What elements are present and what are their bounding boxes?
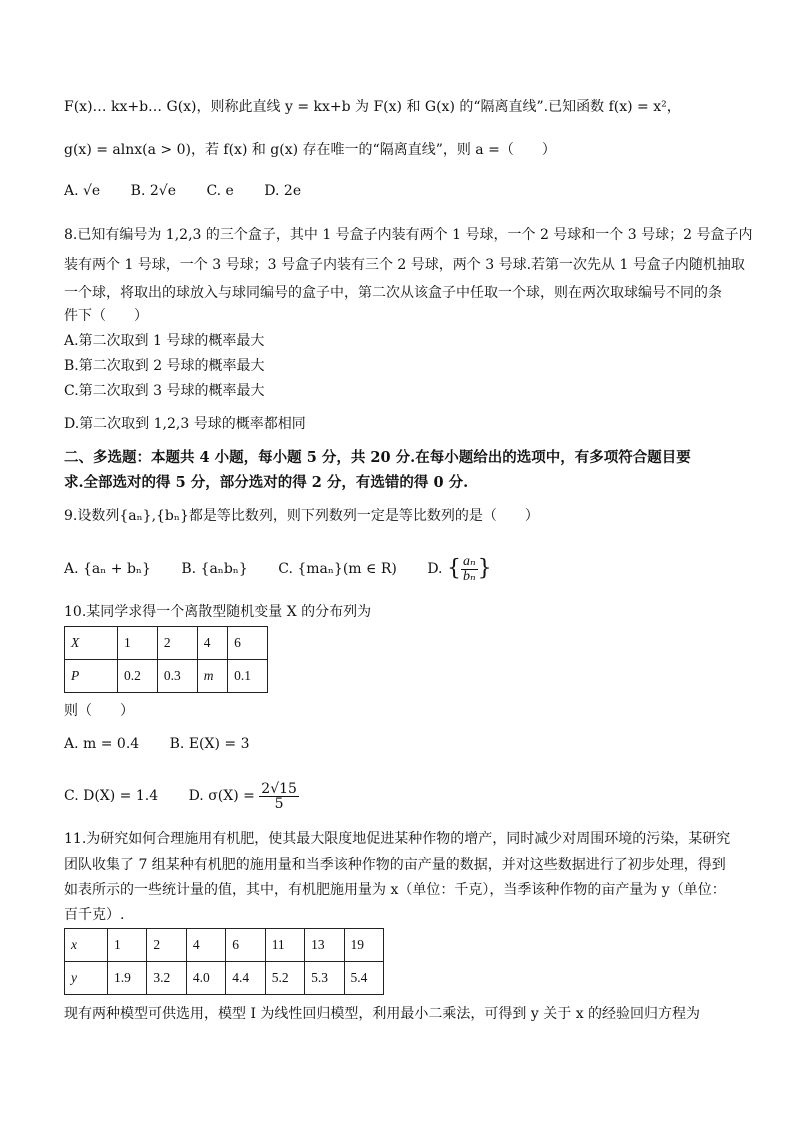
q9-option-d-label: D. [427, 561, 443, 577]
question9-stem: 9.设数列{aₙ},{bₙ}都是等比数列，则下列数列一定是等比数列的是（ ） [64, 508, 539, 524]
distribution-table [64, 626, 268, 693]
question7-continued-line1: F(x)… kx+b… G(x)，则称此直线 y = kx+b 为 F(x) 和 G(x) 的“隔离直线”.已知函数 f(x) = x²， [64, 99, 681, 115]
table-cell: 4.4 [226, 962, 265, 995]
table-cell: 3.2 [147, 962, 186, 995]
table-cell: 19 [344, 929, 383, 962]
table-cell: m [197, 660, 227, 693]
q9-option-a[interactable]: A. {aₙ + bₙ} [64, 561, 151, 577]
table-cell: P [65, 660, 118, 693]
table-cell: x [65, 929, 108, 962]
q9-option-c[interactable]: C. {maₙ}(m ∈ R) [278, 561, 397, 577]
table-cell: 6 [226, 929, 265, 962]
question8-line2: 装有两个 1 号球，一个 3 号球；3 号盒子内装有三个 2 号球，两个 3 号球.若第一次先从 1 号盒子内随机抽取 [64, 257, 745, 273]
table-cell: 5.2 [265, 962, 304, 995]
table-cell: 1 [118, 627, 158, 660]
table-cell: 5.4 [344, 962, 383, 995]
q7-option-d[interactable]: D. 2e [264, 183, 302, 199]
q8-option-d[interactable]: D.第二次取到 1,2,3 号球的概率都相同 [64, 416, 306, 432]
table-row [65, 929, 384, 962]
table-cell: 4.0 [186, 962, 225, 995]
q8-option-a[interactable]: A.第二次取到 1 号球的概率最大 [64, 333, 265, 349]
table-cell: 0.3 [157, 660, 197, 693]
table-row [65, 627, 268, 660]
q7-option-c[interactable]: C. e [206, 183, 234, 199]
table-cell: 0.1 [228, 660, 268, 693]
q10-option-d-fraction [259, 782, 299, 811]
q10-d-denominator: 5 [274, 795, 284, 812]
question7-continued-line2: g(x) = alnx(a > 0)，若 f(x) 和 g(x) 存在唯一的“隔离直线”，则 a =（ ） [64, 142, 556, 158]
table-cell: 13 [305, 929, 344, 962]
question11-line4: 百千克）. [64, 907, 125, 923]
question11-line2: 团队收集了 7 组某种有机肥的施用量和当季该种作物的亩产量的数据，并对这些数据进行了初步处理，得到 [64, 857, 726, 873]
q9-d-numerator: aₙ [462, 553, 476, 569]
question10-then: 则（ ） [64, 703, 134, 719]
question10-options-cd [64, 776, 764, 816]
q10-option-d-label: D. σ(X) = [188, 788, 255, 804]
section2-heading-line2: 求.全部选对的得 5 分，部分选对的得 2 分，有选错的得 0 分. [64, 474, 469, 491]
question10-stem: 10.某同学求得一个离散型随机变量 X 的分布列为 [64, 604, 372, 620]
question11-line1: 11.为研究如何合理施用有机肥，使其最大限度地促进某种作物的增产，同时减少对周围环境的污染，某研究 [64, 831, 731, 847]
table-row [65, 962, 384, 995]
question11-line3: 如表所示的一些统计量的值，其中，有机肥施用量为 x（单位：千克），当季该种作物的亩产量为 y（单位： [64, 882, 726, 898]
q7-option-a[interactable]: A. √e [64, 183, 101, 199]
section2-heading-line1: 二、多选题：本题共 4 小题，每小题 5 分，共 20 分.在每小题给出的选项中，有多项符合题目要 [64, 449, 691, 466]
statistics-table [64, 928, 384, 995]
question11-last-line: 现有两种模型可供选用，模型 I 为线性回归模型，利用最小二乘法，可得到 y 关于 x 的经验回归方程为 [64, 1006, 701, 1022]
q9-option-b[interactable]: B. {aₙbₙ} [181, 561, 248, 577]
question9-options [64, 549, 764, 589]
table-cell: 4 [197, 627, 227, 660]
table-cell: 0.2 [118, 660, 158, 693]
table-cell: 1 [108, 929, 147, 962]
q8-option-b[interactable]: B.第二次取到 2 号球的概率最大 [64, 358, 265, 374]
q10-option-d[interactable] [189, 776, 299, 816]
q10-option-a[interactable]: A. m = 0.4 [64, 736, 140, 752]
table-cell: 1.9 [108, 962, 147, 995]
table-cell: X [65, 627, 118, 660]
table-cell: y [65, 962, 108, 995]
question10-options-ab [64, 734, 764, 754]
q9-option-d-fraction [461, 555, 478, 584]
table-row [65, 660, 268, 693]
table-cell: 11 [265, 929, 304, 962]
question8-line3: 一个球，将取出的球放入与球同编号的盒子中，第二次从该盒子中任取一个球，则在两次取球编号不同的条 [64, 285, 722, 301]
q9-option-d[interactable]: D. { $\frac{\text{aₙ}}{\text{bₙ}}$ } [427, 553, 492, 584]
q9-d-denominator: bₙ [462, 568, 476, 584]
q10-option-c[interactable]: C. D(X) = 1.4 [64, 788, 159, 804]
question7-options [64, 181, 764, 201]
question8-line1: 8.已知有编号为 1,2,3 的三个盒子，其中 1 号盒子内装有两个 1 号球，一个 2 号球和一个 3 号球；2 号盒子内 [64, 227, 753, 243]
q8-option-c[interactable]: C.第二次取到 3 号球的概率最大 [64, 383, 265, 399]
table-cell: 6 [228, 627, 268, 660]
q10-d-numerator: 2√15 [261, 780, 297, 797]
table-cell: 5.3 [305, 962, 344, 995]
q10-option-b[interactable]: B. E(X) = 3 [169, 736, 250, 752]
q7-option-b[interactable]: B. 2√e [130, 183, 176, 199]
table-cell: 2 [157, 627, 197, 660]
table-cell: 2 [147, 929, 186, 962]
table-cell: 4 [186, 929, 225, 962]
question8-line4: 件下（ ） [64, 308, 148, 324]
